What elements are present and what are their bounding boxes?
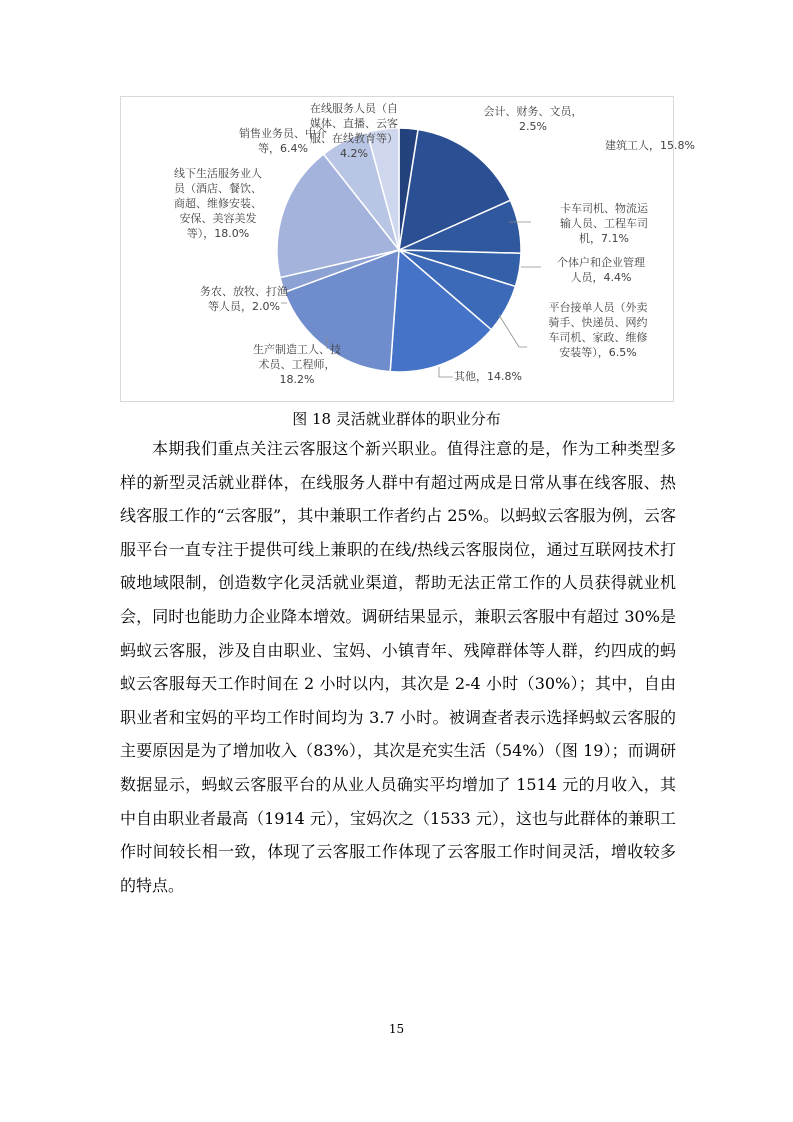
slice-label: 建筑工人，15.8% [605, 139, 695, 152]
page-number: 15 [388, 1022, 405, 1036]
pie-chart [121, 97, 695, 401]
slice-label: 平台接单人员（外卖骑手、快递员、网约车司机、家政、维修安装等），6.5% [548, 301, 648, 359]
chart-frame [120, 96, 695, 402]
slice-label: 会计、财务、文员， 2.5% [483, 105, 583, 133]
slice-label: 在线服务人员（自媒体、直播、云客服、在线教育等） 4.2% [310, 102, 398, 160]
leader-line [499, 315, 527, 347]
slice-label: 务农、放牧、打渔等人员，2.0% [200, 285, 288, 313]
leader-line [439, 367, 453, 377]
slice-label: 生产制造工人、技术员、工程师， 18.2% [253, 343, 341, 386]
slice-label: 其他，14.8% [454, 370, 522, 383]
slice-label: 卡车司机、物流运输人员、工程车司机，7.1% [560, 202, 648, 245]
paragraph: 本期我们重点关注云客服这个新兴职业。值得注意的是，作为工种类型多样的新型灵活就业群体，在线服务人群中有超过两成是日常从事在线客服、热线客服工作的“云客服”，其中兼职工作者约占 25%。以蚂蚁云客服为例，云客服平台一直专注于提供可线上兼职的在线/热线云客服岗位，通过互联网技术打破地域限制，创造数字化灵活就业渠道，帮助无法正常工作的人员获得就业机会，同时也能助力企业降本增效。调研结果显示，兼职云客服中有超过 30%是蚂蚁云客服，涉及自由职业、宝妈、小镇青年、残障群体等人群，约四成的蚂蚁云客服每天工作时间在 2 小时以内，其次是 2-4 小时（30%）；其中，自由职业者和宝妈的平均工作时间均为 3.7 小时。被调查者表示选择蚂蚁云客服的主要原因是为了增加收入（83%），其次是充实生活（54%）（图 19）；而调研数据显示，蚂蚁云客服平台的从业人员确实平均增加了 1514 元的月收入，其中自由职业者最高（1914 元），宝妈次之（1533 元），这也与此群体的兼职工作时间较长相一致，体现了云客服工作体现了云客服工作时间灵活，增收较多的特点。 [120, 439, 676, 895]
slice-label: 销售业务员、中介等，6.4% [239, 127, 327, 155]
body-text [120, 432, 676, 902]
slice-label: 个体户和企业管理人员，4.4% [557, 256, 645, 284]
figure-caption: 图 18 灵活就业群体的职业分布 [292, 410, 501, 428]
slice-label: 线下生活服务业人员（酒店、餐饮、商超、维修安装、安保、美容美发等），18.0% [174, 167, 262, 240]
